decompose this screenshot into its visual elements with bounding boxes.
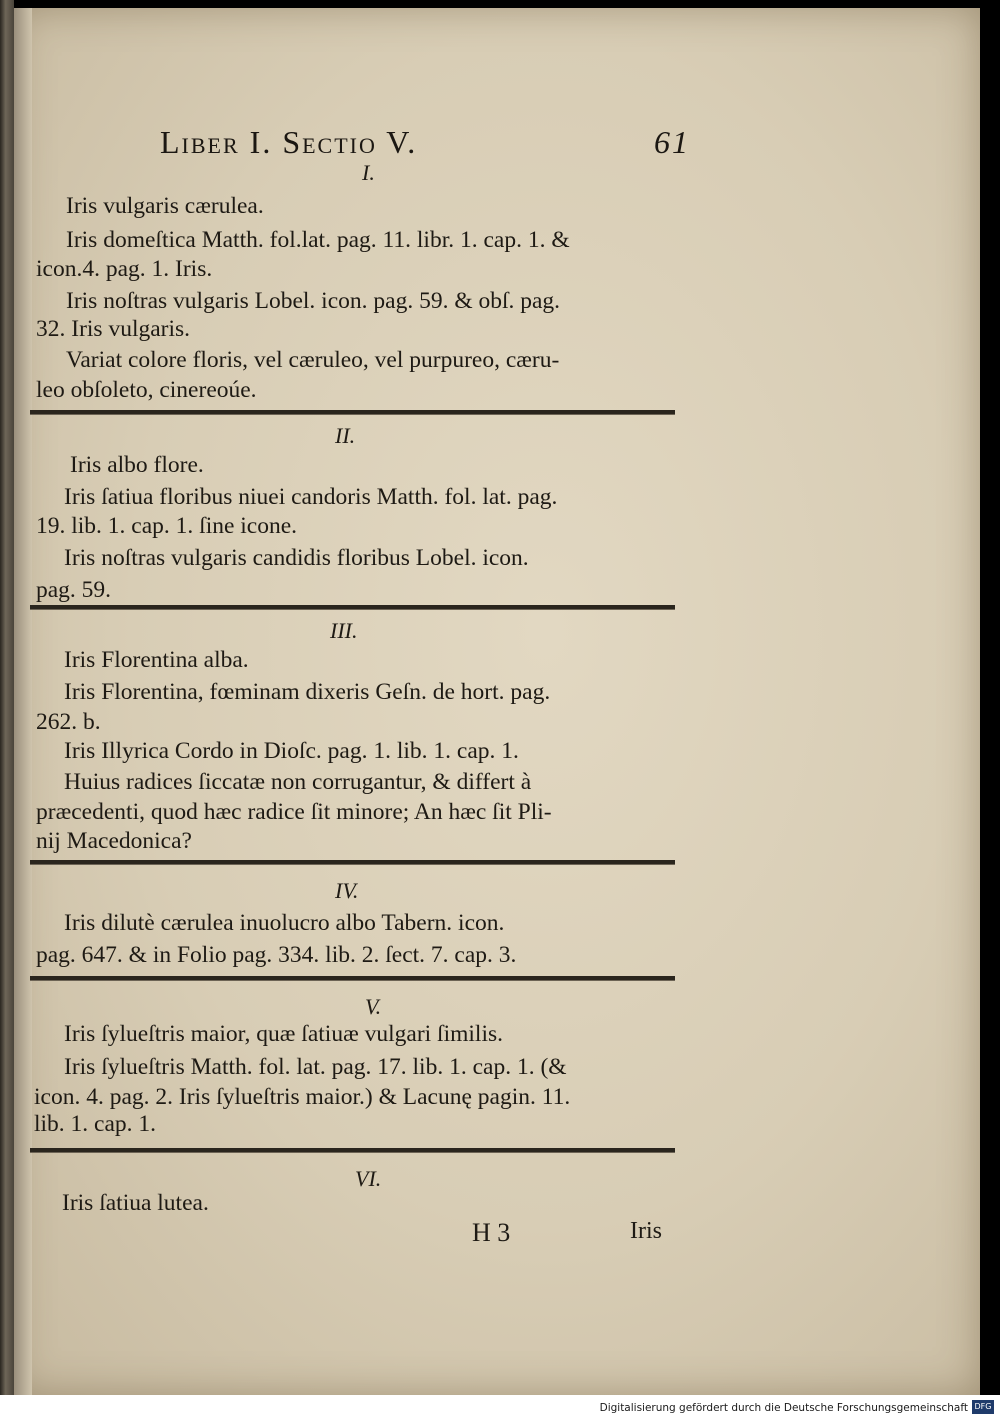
running-title: Liber I. Sectio V. [160, 124, 418, 160]
section-1-line: leo obſoleto, cinereoúe. [36, 377, 257, 403]
page-gutter [14, 8, 32, 1395]
running-header [160, 124, 690, 164]
section-divider [30, 860, 675, 865]
section-3-line: Iris Illyrica Cordo in Dioſc. pag. 1. lib. 1. cap. 1. [64, 738, 519, 764]
section-numeral-3: III. [330, 618, 358, 643]
section-2-line: 19. lib. 1. cap. 1. ſine icone. [36, 513, 298, 539]
section-numeral-5: V. [365, 994, 382, 1019]
funding-credit: Digitalisierung gefördert durch die Deutsche Forschungsgemeinschaft [599, 1402, 968, 1414]
section-1-line: Variat colore floris, vel cæruleo, vel purpureo, cæru- [66, 347, 560, 373]
section-3-line: nij Macedonica? [36, 828, 192, 854]
section-1-line: Iris vulgaris cærulea. [66, 193, 264, 219]
section-4-line: pag. 647. & in Folio pag. 334. lib. 2. ſect. 7. cap. 3. [36, 942, 517, 968]
section-numeral-6: VI. [355, 1166, 382, 1191]
section-3-line: 262. b. [36, 709, 101, 735]
section-2-line: Iris albo flore. [70, 452, 204, 478]
section-5-line: Iris ſylueſtris maior, quæ ſatiuæ vulgari ſimilis. [64, 1021, 503, 1047]
section-4-line: Iris dilutè cærulea inuolucro albo Tabern. icon. [64, 910, 505, 936]
section-numeral-2: II. [335, 423, 356, 448]
section-divider [30, 976, 675, 981]
signature-mark: H 3 [472, 1218, 511, 1247]
section-3-line: præcedenti, quod hæc radice ſit minore; An hæc ſit Pli- [36, 799, 552, 825]
section-5-line: Iris ſylueſtris Matth. fol. lat. pag. 17. lib. 1. cap. 1. (& [64, 1054, 567, 1080]
section-divider [30, 605, 675, 610]
dfg-logo-icon: DFG [972, 1400, 994, 1414]
section-2-line: pag. 59. [36, 577, 112, 603]
section-6-line: Iris ſatiua lutea. [62, 1190, 209, 1216]
section-divider [30, 410, 675, 415]
section-numeral-4: IV. [335, 878, 359, 903]
page-number: 61 [654, 124, 690, 160]
section-1-line: Iris noſtras vulgaris Lobel. icon. pag. 59. & obſ. pag. [66, 288, 561, 314]
digitization-ribbon [0, 1395, 1000, 1423]
section-1-line: 32. Iris vulgaris. [36, 316, 191, 342]
section-2-line: Iris ſatiua floribus niuei candoris Matth. fol. lat. pag. [64, 484, 558, 510]
section-numeral-1: I. [362, 160, 375, 185]
section-5-line: lib. 1. cap. 1. [34, 1111, 157, 1137]
section-3-line: Iris Florentina, fœminam dixeris Geſn. de hort. pag. [64, 679, 551, 705]
section-3-line: Huius radices ſiccatæ non corrugantur, & differt à [64, 769, 532, 795]
book-spine [0, 0, 14, 1395]
section-divider [30, 1148, 675, 1153]
section-1-line: icon.4. pag. 1. Iris. [36, 256, 213, 282]
catchword: Iris [630, 1218, 662, 1244]
section-1-line: Iris domeſtica Matth. fol.lat. pag. 11. libr. 1. cap. 1. & [66, 227, 570, 253]
section-3-line: Iris Florentina alba. [64, 647, 249, 673]
section-5-line: icon. 4. pag. 2. Iris ſylueſtris maior.) & Lacunę pagin. 11. [34, 1084, 571, 1110]
section-2-line: Iris noſtras vulgaris candidis floribus Lobel. icon. [64, 545, 529, 571]
